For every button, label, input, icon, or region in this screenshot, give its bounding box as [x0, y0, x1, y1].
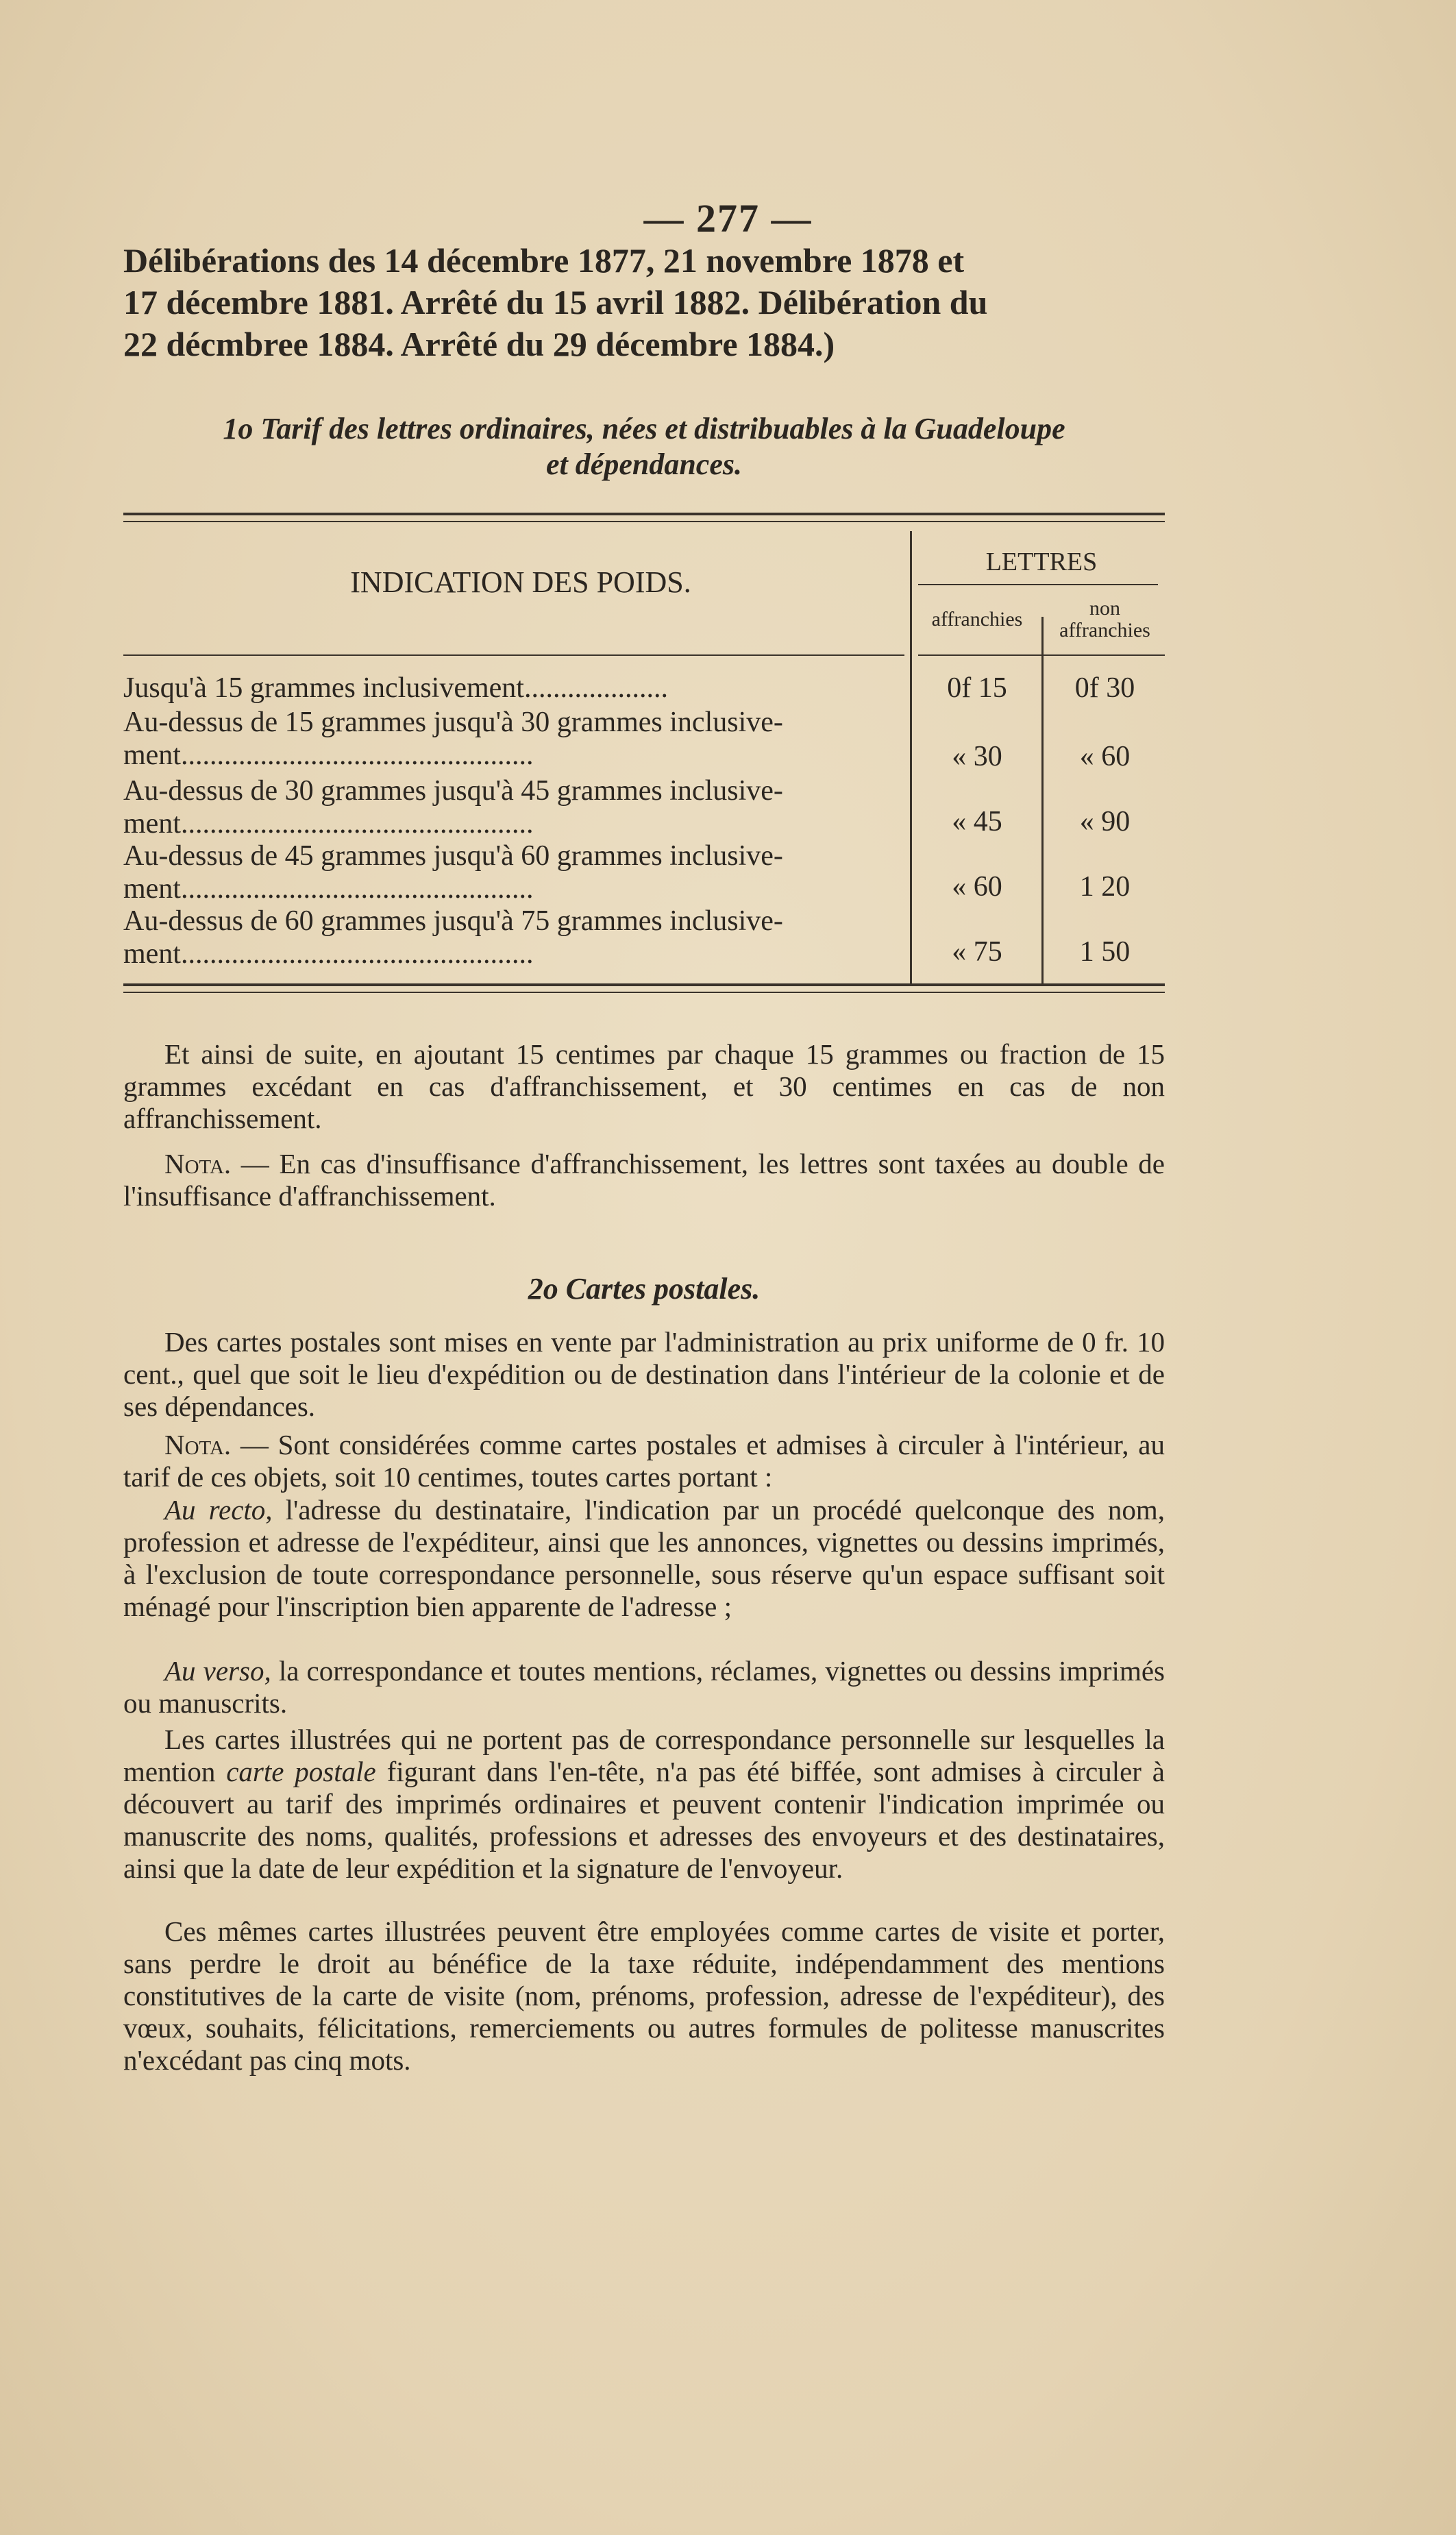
row-description-cont: ment.................................................	[123, 938, 534, 970]
nota2-text: — Sont considérées comme cartes postales et admises à circuler à l'intérieur, au tarif de ces objets, soit 10 centimes, toutes cartes portant :	[123, 1429, 1165, 1493]
illustrees-text-1: Les cartes illustrées qui ne portent pas de correspondance personnelle sur lesquelles la mention	[123, 1724, 1165, 1787]
illustrees-emphasis: carte postale	[226, 1756, 376, 1787]
lettres-brace-rule	[918, 584, 1158, 585]
col-lettres-header: LETTRES	[985, 548, 1098, 576]
row-description: Au-dessus de 45 grammes jusqu'à 60 grammes inclusive-	[123, 840, 783, 872]
col-non-affranchies-header	[1045, 598, 1165, 641]
verso-label: Au verso,	[164, 1655, 271, 1687]
col-indication-header: INDICATION DES POIDS.	[350, 565, 691, 599]
nota1-text: — En cas d'insuffisance d'affranchissement, les lettres sont taxées au double de l'insuffisance d'affranchissement.	[123, 1148, 1165, 1212]
header-bottom-rule	[123, 654, 904, 656]
row-description: Jusqu'à 15 grammes inclusivement....................	[123, 672, 668, 704]
page-number: — 277 —	[643, 196, 813, 241]
col-non-label: non	[1089, 597, 1120, 620]
col-affranchies-header: affranchies	[931, 608, 1023, 630]
header-deliberations	[123, 240, 1172, 365]
row-description-cont: ment.................................................	[123, 873, 534, 905]
verso-text: la correspondance et toutes mentions, réclames, vignettes ou dessins imprimés ou manuscrits.	[123, 1655, 1165, 1719]
cell-affranchies: « 45	[952, 806, 1002, 837]
section1-title	[137, 411, 1151, 482]
paragraph-recto	[123, 1494, 1165, 1623]
paragraph-suite: Et ainsi de suite, en ajoutant 15 centimes par chaque 15 grammes ou fraction de 15 grammes excédant en cas d'affranchissement, et 30 centimes en cas de non affranchissement.	[123, 1038, 1165, 1134]
cell-affranchies: 0f 15	[947, 672, 1007, 704]
row-description: Au-dessus de 30 grammes jusqu'à 45 grammes inclusive-	[123, 775, 783, 807]
row-description-cont: ment.................................................	[123, 808, 534, 840]
col-affranchies2-label: affranchies	[1059, 619, 1150, 641]
paragraph-nota1	[123, 1148, 1165, 1212]
header-line: Délibérations des 14 décembre 1877, 21 novembre 1878 et	[123, 241, 965, 280]
cell-non-affranchies: 1 20	[1079, 871, 1131, 903]
table-divider-main	[910, 531, 912, 983]
cell-affranchies: « 75	[952, 936, 1002, 968]
paragraph-visite: Ces mêmes cartes illustrées peuvent être employées comme cartes de visite et porter, sans perdre le droit au bénéfice de la taxe réduite, indépendamment des mentions constitutives de la carte de visite (nom, prénoms, profession, adresse de l'expéditeur), des vœux, souhaits, félicitations, remerciements ou autres formules de politesse manuscrites n'excédant pas cinq mots.	[123, 1915, 1165, 2076]
table-row	[123, 774, 904, 840]
table-bottom-rule	[123, 983, 1165, 993]
paragraph-illustrees	[123, 1724, 1165, 1885]
illustrees-text-2: figurant dans l'en-tête, n'a pas été biffée, sont admises à circuler à découvert au tarif des imprimés ordinaires et peuvent contenir l'indication imprimée ou manuscrite des noms, qualités, professions et adresses des envoyeurs et des destinataires, ainsi que la date de leur expédition et la signature de l'envoyeur.	[123, 1756, 1165, 1884]
row-description: Au-dessus de 15 grammes jusqu'à 30 grammes inclusive-	[123, 707, 783, 738]
section1-title-line2: et dépendances.	[546, 448, 742, 481]
recto-text: l'adresse du destinataire, l'indication par un procédé quelconque des nom, profession et adresse de l'expéditeur, ainsi que les annonces, vignettes ou dessins imprimés, à l'exclusion de toute correspondance personnelle, sous réserve qu'un espace suffisant soit ménagé pour l'inscription bien apparente de l'adresse ;	[123, 1494, 1165, 1622]
table-top-rule	[123, 513, 1165, 522]
paragraph-verso	[123, 1655, 1165, 1719]
table-row	[123, 840, 904, 905]
nota1-label: Nota.	[164, 1148, 232, 1179]
table-divider-sub	[1041, 617, 1044, 983]
section1-title-line1: 1o Tarif des lettres ordinaires, nées et distribuables à la Guadeloupe	[223, 412, 1065, 445]
cell-affranchies: « 60	[952, 871, 1002, 903]
paragraph-cartes: Des cartes postales sont mises en vente par l'administration au prix uniforme de 0 fr. 10 cent., quel que soit le lieu d'expédition ou de destination dans l'intérieur de la colonie et de ses dépendances.	[123, 1326, 1165, 1422]
nota2-label: Nota.	[164, 1429, 232, 1460]
cell-non-affranchies: « 60	[1079, 741, 1131, 772]
section2-title: 2o Cartes postales.	[528, 1272, 761, 1306]
header-line: 17 décembre 1881. Arrêté du 15 avril 1882. Délibération du	[123, 283, 988, 321]
cell-non-affranchies: 0f 30	[1074, 672, 1135, 704]
header-line: 22 décmbree 1884. Arrêté du 29 décembre 1884.)	[123, 325, 835, 363]
header-bottom-rule-right	[918, 654, 1165, 656]
paragraph-nota2	[123, 1429, 1165, 1493]
table-row	[123, 672, 904, 705]
table-row	[123, 905, 904, 970]
row-description: Au-dessus de 60 grammes jusqu'à 75 grammes inclusive-	[123, 905, 783, 937]
recto-label: Au recto,	[164, 1494, 273, 1526]
table-row	[123, 706, 904, 772]
cell-non-affranchies: « 90	[1079, 806, 1131, 837]
row-description-cont: ment.................................................	[123, 739, 534, 771]
cell-non-affranchies: 1 50	[1079, 936, 1131, 968]
cell-affranchies: « 30	[952, 741, 1002, 772]
